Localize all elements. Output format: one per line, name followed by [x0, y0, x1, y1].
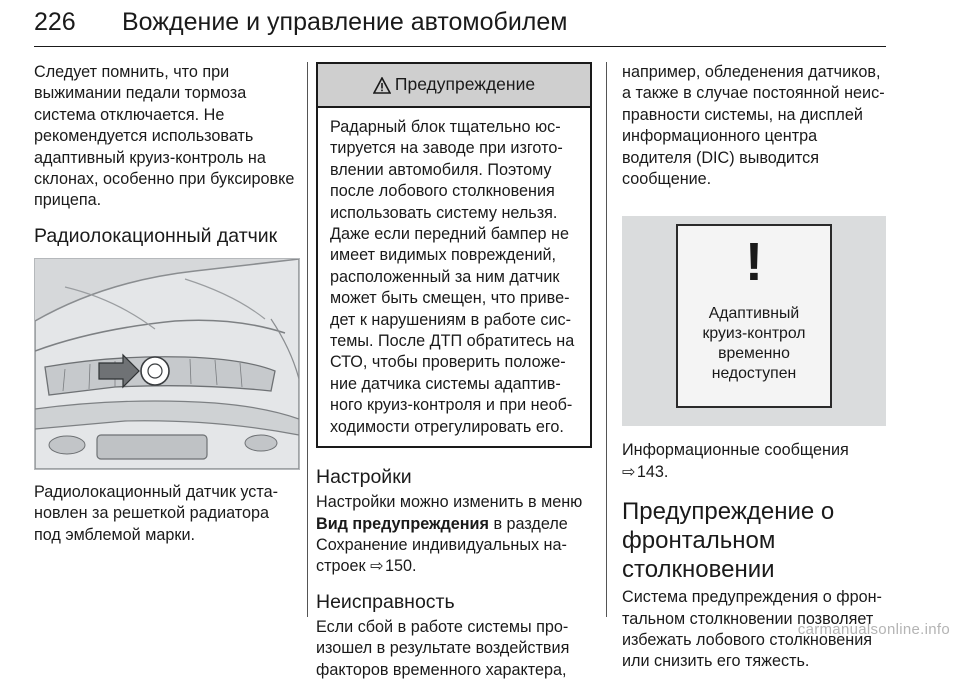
- info-ref-line: [622, 462, 886, 483]
- page-ref-icon: ⇨: [622, 462, 637, 481]
- car-front-illustration: [34, 258, 300, 470]
- column-divider-2: [606, 62, 607, 617]
- warning-header: [318, 64, 590, 108]
- radar-sensor-caption: Радиолокационный датчик установлен за решеткой радиатора под эмблемой марки.: [34, 482, 279, 544]
- page-number: 226: [34, 8, 76, 36]
- column-divider-1: [307, 62, 308, 617]
- column-1: [34, 62, 298, 546]
- exclamation-icon: !: [745, 232, 763, 293]
- fault-paragraph: Если сбой в работе системы произошел в результате воздействия факторов временного характера,: [316, 617, 570, 679]
- info-page-ref: 143.: [636, 462, 669, 481]
- intro-paragraph: Следует помнить, что при выжимании педали тормоза система отключается. Не рекомендуется использовать адаптивный круиз-контроль на склонах, особенно при буксировке прицепа.: [34, 63, 295, 210]
- dic-message-line: Адаптивный: [708, 305, 800, 323]
- warning-triangle-icon: [373, 77, 391, 94]
- header-divider: [34, 46, 886, 47]
- settings-text-middle: в разделе Сохранение индивидуальных настроек: [316, 514, 568, 576]
- dic-message-line: недоступен: [711, 365, 797, 383]
- settings-text-start: Настройки можно изменить в меню: [316, 493, 583, 512]
- page-ref-icon: ⇨: [370, 557, 386, 576]
- dic-message-line: временно: [718, 345, 790, 363]
- page-header: [34, 2, 886, 46]
- warning-box: [316, 62, 592, 448]
- dic-screen: [676, 224, 832, 408]
- warning-text: Радарный блок тщательно юстируется на заводе при изготовлении автомобиля. Поэтому после лобового столкновения использовать систему нельзя. Даже если передний бампер не имеет видимых повреждений, расположенный за ним датчик может быть смещен, что приведет к нарушениям в работе системы. После ДТП обратитесь на СТО, чтобы проверить положение датчика системы адаптивного круиз-контроля и при необходимости отрегулировать его.: [330, 118, 575, 436]
- column-3: [622, 62, 886, 673]
- radar-sensor-heading: Радиолокационный датчик: [34, 224, 278, 247]
- watermark[interactable]: carmanualsonline.info: [797, 621, 950, 638]
- settings-heading: Настройки: [316, 466, 412, 489]
- fcw-heading: Предупреждение о фронтальном столкновении: [622, 498, 835, 584]
- fault-heading: Неисправность: [316, 590, 455, 613]
- dic-message-paragraph: например, обледенения датчиков, а также в случае постоянной неисправности системы, на дисплей информационного центра водителя (DIC) выводится сообщение.: [622, 63, 885, 189]
- fcw-paragraph: Система предупреждения о фронтальном столкновении позволяет избежать лобового столкновения или снизить его тяжесть.: [622, 588, 882, 671]
- warning-view-menu-name: Вид предупреждения: [316, 514, 489, 533]
- dic-display-illustration: [622, 216, 886, 426]
- settings-paragraph: [316, 492, 592, 578]
- page-title: Вождение и управление автомобилем: [122, 8, 568, 36]
- car-front-drawing: [35, 259, 299, 469]
- warning-title: Предупреждение: [394, 74, 536, 95]
- settings-page-ref: 150.: [385, 557, 417, 576]
- info-messages-line: Информационные сообщения: [622, 441, 849, 460]
- column-2: [316, 62, 592, 681]
- dic-message: [678, 304, 830, 384]
- dic-message-line: круиз-контрол: [702, 325, 806, 343]
